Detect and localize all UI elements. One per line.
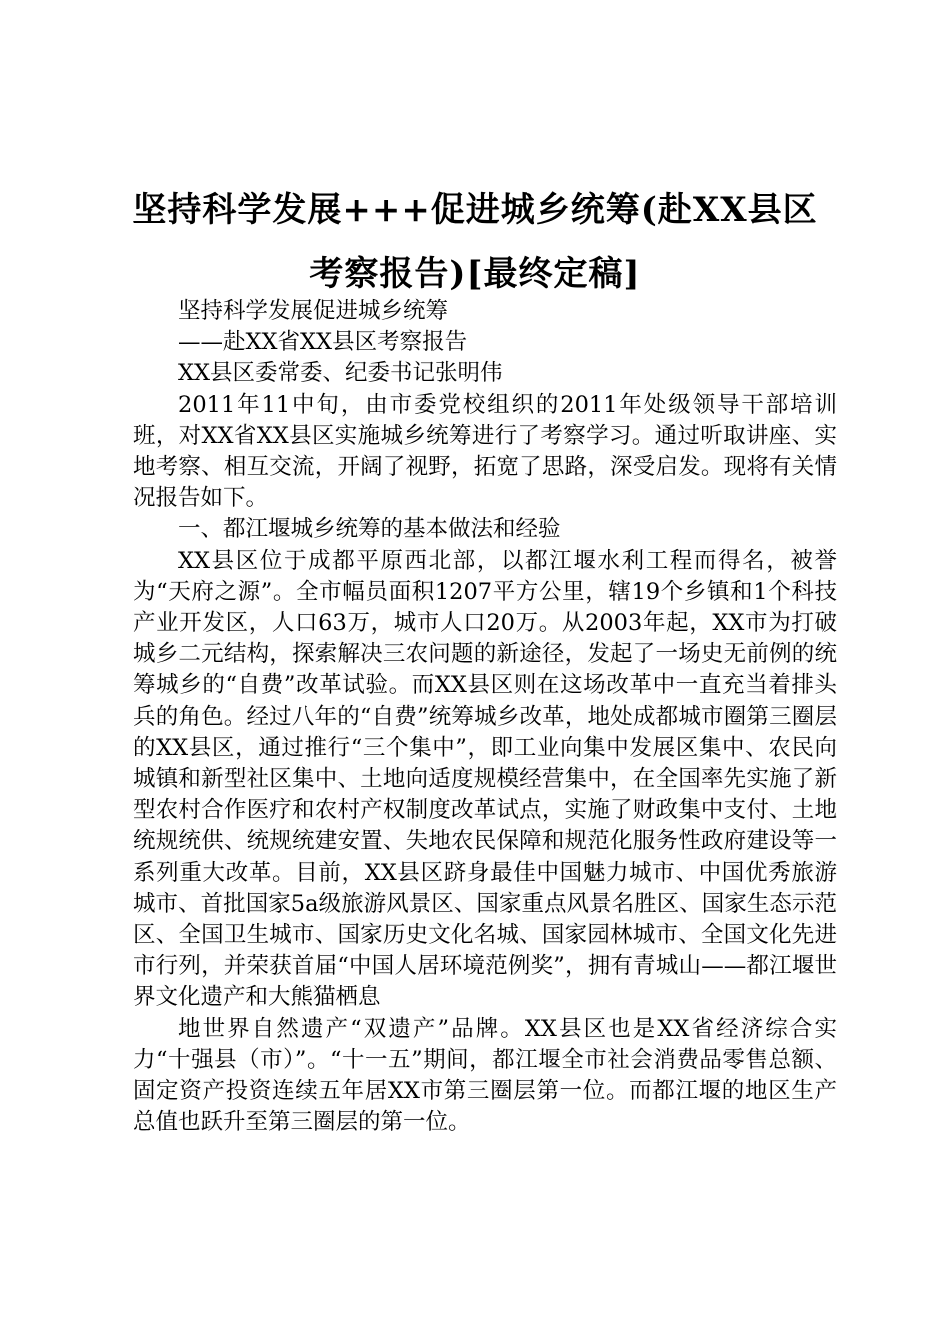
document-title: 坚持科学发展+++促进城乡统筹(赴XX县区考察报告)[最终定稿]	[132, 190, 818, 294]
document-body	[133, 296, 837, 1138]
body-paragraph: XX县区位于成都平原西北部，以都江堰水利工程而得名，被誉为“天府之源”。全市幅员面积1207平方公里，辖19个乡镇和1个科技产业开发区，人口63万，城市人口20万。从2003年起，XX市为打破城乡二元结构，探索解决三农问题的新途径，发起了一场史无前例的统筹城乡的“自费”改革试验。而XX县区则在这场改革中一直充当着排头兵的角色。经过八年的“自费”统筹城乡改革，地处成都城市圈第三圈层的XX县区，通过推行“三个集中”，即工业向集中发展区集中、农民向城镇和新型社区集中、土地向适度规模经营集中，在全国率先实施了新型农村合作医疗和农村产权制度改革试点，实施了财政集中支付、土地统规统供、统规统建安置、失地农民保障和规范化服务性政府建设等一系列重大改革。目前，XX县区跻身最佳中国魅力城市、中国优秀旅游城市、首批国家5a级旅游风景区、国家重点风景名胜区、国家生态示范区、全国卫生城市、国家历史文化名城、国家园林城市、全国文化先进市行列，并荣获首届“中国人居环境范例奖”，拥有青城山——都江堰世界文化遗产和大熊猫栖息	[133, 547, 837, 1011]
intro-paragraph: 2011年11中旬，由市委党校组织的2011年处级领导干部培训班，对XX省XX县区实施城乡统筹进行了考察学习。通过听取讲座、实地考察、相互交流，开阔了视野，拓宽了思路，深受启发。现将有关情况报告如下。	[133, 391, 837, 512]
subtitle-sub-line: ——赴XX省XX县区考察报告	[178, 329, 468, 356]
subtitle-line: 坚持科学发展促进城乡统筹	[178, 298, 449, 324]
author-line: XX县区委常委、纪委书记张明伟	[178, 360, 503, 387]
body-paragraph: 地世界自然遗产“双遗产”品牌。XX县区也是XX省经济综合实力“十强县（市）”。“十一五”期间，都江堰全市社会消费品零售总额、固定资产投资连续五年居XX市第三圈层第一位。而都江堰的地区生产总值也跃升至第三圈层的第一位。	[133, 1015, 837, 1136]
section-heading: 一、都江堰城乡统筹的基本做法和经验	[178, 516, 561, 543]
